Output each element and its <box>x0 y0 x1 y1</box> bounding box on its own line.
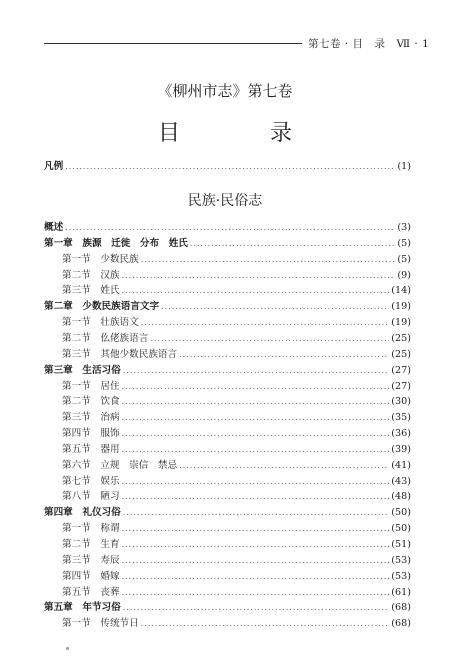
dot-leader <box>141 316 390 330</box>
toc-section-entry[interactable] <box>62 395 411 409</box>
toc-entry-page: (50) <box>391 523 411 535</box>
toc-section-entry[interactable] <box>62 570 411 584</box>
toc-entry-label: 第二节 汉族 <box>62 269 120 281</box>
toc-entry-page: (27) <box>391 364 411 376</box>
dot-leader <box>122 427 390 441</box>
dot-leader <box>141 253 396 267</box>
toc-section-entry[interactable] <box>62 490 411 504</box>
toc-entry-label: 第三节 其他少数民族语言 <box>62 348 178 360</box>
toc-entry-page: (3) <box>397 222 411 233</box>
toc-entry-page: (30) <box>391 396 411 408</box>
toc-entry-page: (68) <box>391 618 411 630</box>
dot-leader <box>65 221 395 235</box>
toc-entry-page: (41) <box>391 459 411 471</box>
toc-section-entry[interactable] <box>62 538 411 552</box>
toc-entry-page: (27) <box>391 380 411 392</box>
toc-section-entry[interactable] <box>62 617 411 631</box>
dot-leader <box>122 443 390 457</box>
dot-leader <box>65 160 395 174</box>
toc-section-entry[interactable] <box>62 522 411 536</box>
toc-entry-label: 第一章 族源 迁徙 分布 姓氏 <box>44 237 188 249</box>
toc-entry-label: 凡例 <box>44 161 64 172</box>
toc-entry-label: 第二节 仫佬族语言 <box>62 332 149 344</box>
toc-entry-label: 第一节 壮族语文 <box>62 317 139 329</box>
dot-leader <box>123 364 390 378</box>
toc-section-entry[interactable] <box>62 554 411 568</box>
toc-entry-label: 第四节 婚嫁 <box>62 570 120 582</box>
toc-entry-page: (9) <box>397 269 411 281</box>
toc-section-entry[interactable] <box>62 332 411 346</box>
dot-leader <box>122 522 390 536</box>
toc-entry-label: 概述 <box>44 222 64 233</box>
toc-entry-label: 第五节 丧葬 <box>62 586 120 598</box>
dot-leader <box>123 601 390 615</box>
toc-chapter-entry[interactable] <box>44 300 411 314</box>
page-speck <box>66 647 69 650</box>
dot-leader <box>122 490 390 504</box>
dot-leader <box>122 538 390 552</box>
toc-entry-fanli[interactable] <box>44 160 411 174</box>
toc-entry-label: 第一节 居住 <box>62 380 120 392</box>
dot-leader <box>122 554 390 568</box>
toc-entry-label: 第六节 立规 崇信 禁忌 <box>62 459 178 471</box>
toc-entry-label: 第五节 器用 <box>62 443 120 455</box>
dot-leader <box>122 411 390 425</box>
toc-entry-page: (39) <box>391 443 411 455</box>
dot-leader <box>122 284 390 298</box>
toc-entry-label: 第四节 服饰 <box>62 428 120 439</box>
toc-entry-page: (25) <box>391 332 411 344</box>
dot-leader <box>179 348 389 362</box>
toc-entry-page: (43) <box>391 475 411 487</box>
toc-entry-page: (61) <box>391 586 411 598</box>
toc-entry-label: 第一节 少数民族 <box>62 253 139 265</box>
toc-section-entry[interactable] <box>62 284 411 298</box>
toc-entry-label: 第二节 饮食 <box>62 396 120 408</box>
toc-entry-page: (51) <box>391 539 411 550</box>
toc-section-entry[interactable] <box>62 475 411 489</box>
toc-entry-label: 第四章 礼仪习俗 <box>44 507 121 519</box>
running-header: 第七卷 · 目 录 Ⅶ · 1 <box>308 38 430 50</box>
toc-chapter-entry[interactable] <box>44 364 411 378</box>
dot-leader <box>179 459 389 473</box>
dot-leader <box>161 300 389 314</box>
toc-entry-label: 第二章 少数民族语言文字 <box>44 301 160 313</box>
toc-entry-label: 第一节 传统节日 <box>62 618 139 630</box>
toc-section-entry[interactable] <box>62 411 411 425</box>
toc-entry-page: (68) <box>391 602 411 614</box>
toc-entry-page: (25) <box>391 348 411 360</box>
toc-entry-label: 第七节 娱乐 <box>62 475 120 487</box>
dot-leader <box>150 332 389 346</box>
toc-entry-label: 第一节 称谓 <box>62 523 120 535</box>
toc-entry-page: (36) <box>391 428 411 439</box>
toc-entry-page: (14) <box>391 285 411 297</box>
toc-entry-page: (5) <box>397 253 411 265</box>
toc-entry-page: (50) <box>391 507 411 519</box>
toc-section-entry[interactable] <box>62 269 411 283</box>
toc-entry-page: (1) <box>397 161 411 172</box>
toc-entry-page: (53) <box>391 554 411 566</box>
dot-leader <box>122 586 390 600</box>
toc-entry-label: 第三章 生活习俗 <box>44 364 121 376</box>
header-rule <box>44 43 302 44</box>
toc-entry[interactable] <box>44 221 411 235</box>
toc-entry-page: (5) <box>397 237 411 249</box>
toc-chapter-entry[interactable] <box>44 237 411 251</box>
toc-entry-label: 第三节 治病 <box>62 412 120 424</box>
dot-leader <box>190 237 396 251</box>
toc-section-entry[interactable] <box>62 348 411 362</box>
toc-entry-label: 第八节 陋习 <box>62 491 120 503</box>
toc-entry-page: (35) <box>391 412 411 424</box>
toc-entry-page: (53) <box>391 570 411 582</box>
toc-chapter-entry[interactable] <box>44 506 411 520</box>
dot-leader <box>123 506 390 520</box>
dot-leader <box>122 570 390 584</box>
toc-section-entry[interactable] <box>62 459 411 473</box>
toc-section-entry[interactable] <box>62 253 411 267</box>
toc-section-entry[interactable] <box>62 380 411 394</box>
dot-leader <box>122 380 390 394</box>
toc-entry-label: 第三节 寿辰 <box>62 554 120 566</box>
toc-entry-page: (48) <box>391 491 411 503</box>
dot-leader <box>141 617 390 631</box>
toc-section-entry[interactable] <box>62 443 411 457</box>
dot-leader <box>122 269 396 283</box>
section-heading: 民族·民俗志 <box>187 193 263 209</box>
toc-entry-page: (19) <box>391 301 411 313</box>
toc-entry-label: 第三节 姓氏 <box>62 285 120 297</box>
toc-entry-page: (19) <box>391 317 411 329</box>
toc-entry-label: 第二节 生育 <box>62 539 120 550</box>
toc-chapter-entry[interactable] <box>44 601 411 615</box>
toc-entry-label: 第五章 年节习俗 <box>44 602 121 614</box>
dot-leader <box>122 395 390 409</box>
volume-title: 《柳州市志》第七卷 <box>157 82 293 100</box>
toc-section-entry[interactable] <box>62 427 411 441</box>
toc-section-entry[interactable] <box>62 586 411 600</box>
dot-leader <box>122 475 390 489</box>
toc-section-entry[interactable] <box>62 316 411 330</box>
toc-title: 目 录 <box>157 121 326 146</box>
